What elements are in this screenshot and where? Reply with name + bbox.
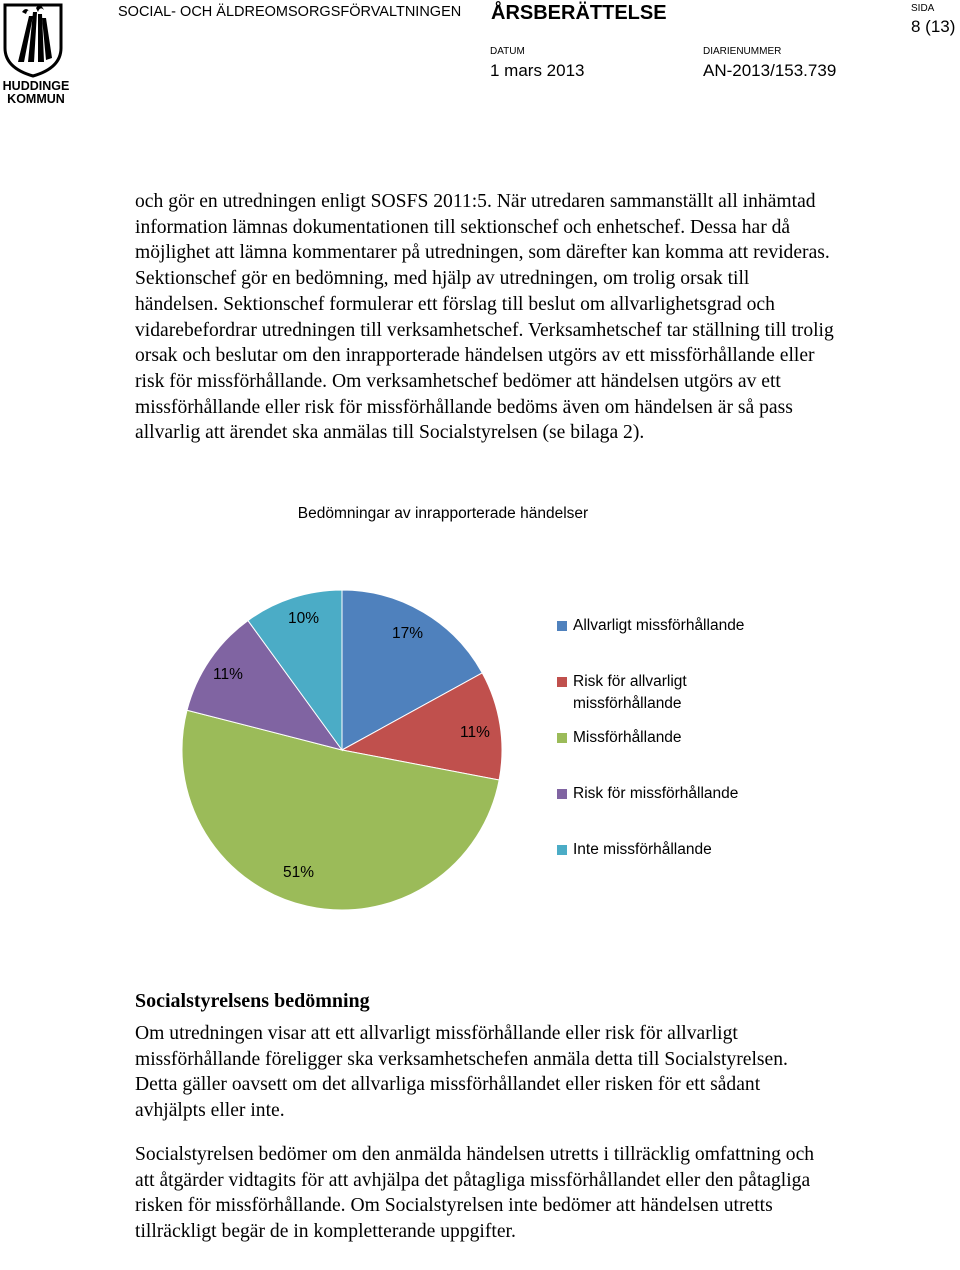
pie-slice-label-0: 17% xyxy=(392,625,424,642)
document-type: ÅRSBERÄTTELSE xyxy=(491,2,667,24)
date-value: 1 mars 2013 xyxy=(490,61,585,80)
page-label: SIDA xyxy=(911,3,935,14)
legend-swatch xyxy=(557,733,567,743)
paragraph-assessment: Om utredningen visar att ett allvarligt missförhållande eller risk för allvarligt missförhållande föreligger ska verksamhetschefen anmäla detta till Socialstyrelsen. Detta gäller oavsett om det allvarliga missförhållandet eller risken för ett sådant avhjälpts eller inte. xyxy=(135,1023,788,1122)
chart-title: Bedömningar av inrapporterade händelser xyxy=(297,505,589,522)
registry-number: AN-2013/153.739 xyxy=(703,61,837,80)
section-heading: Socialstyrelsens bedömning xyxy=(135,990,370,1012)
pie-slice-label-1: 11% xyxy=(460,724,490,741)
legend-swatch xyxy=(557,677,567,687)
legend-label: Risk för allvarligt missförhållande xyxy=(573,673,687,712)
legend-label: Risk för missförhållande xyxy=(573,785,739,802)
page-number: 8 (13) xyxy=(911,17,956,36)
legend-swatch xyxy=(557,789,567,799)
legend-label: Inte missförhållande xyxy=(573,841,712,858)
legend-swatch xyxy=(557,621,567,631)
pie-slice-label-3: 11% xyxy=(213,666,243,683)
legend-label: Allvarligt missförhållande xyxy=(573,617,745,634)
logo-text: HUDDINGE KOMMUN xyxy=(2,79,70,106)
legend-swatch xyxy=(557,845,567,855)
paragraph-review: Socialstyrelsen bedömer om den anmälda händelsen utretts i tillräcklig omfattning och att åtgärder vidtagits för att avhjälpa det påtagliga missförhållandet eller den påtagliga risken för missförhållande. Om Socialstyrelsen inte bedömer att händelsen utretts tillräckligt begär de in kompletterande uppgifter. xyxy=(135,1144,815,1243)
date-label: DATUM xyxy=(490,46,525,57)
legend-label: Missförhållande xyxy=(573,729,682,746)
pie-chart xyxy=(150,575,520,925)
pie-slice-label-2: 51% xyxy=(283,864,315,881)
organization-name: SOCIAL- OCH ÄLDREOMSORGSFÖRVALTNINGEN xyxy=(118,4,462,20)
paragraph-intro: och gör en utredningen enligt SOSFS 2011:5. När utredaren sammanställt all inhämtad information lämnas dokumentationen till sektionschef och enhetschef. Dessa har då möjlighet att lämna kommentarer på utredningen, som därefter kan komma att revideras. Sektionschef gör en bedömning, med hjälp av utredningen, om trolig orsak till händelsen. Sektionschef formulerar ett förslag till beslut om allvarlighetsgrad och vidarebefordrar utredningen till verksamhetschef. Verksamhetschef tar ställning till trolig orsak och beslutar om den inrapporterade händelsen utgörs av ett missförhållande eller risk för missförhållande. Om verksamhetschef bedömer att händelsen utgörs av ett missförhållande eller risk för missförhållande bedöms även om händelsen är så pass allvarlig att ärendet ska anmälas till Socialstyrelsen (se bilaga 2). xyxy=(135,191,834,444)
municipality-logo xyxy=(2,2,70,106)
crest-icon xyxy=(2,2,64,78)
pie-slice-label-4: 10% xyxy=(288,610,320,627)
registry-label: DIARIENUMMER xyxy=(703,46,782,57)
